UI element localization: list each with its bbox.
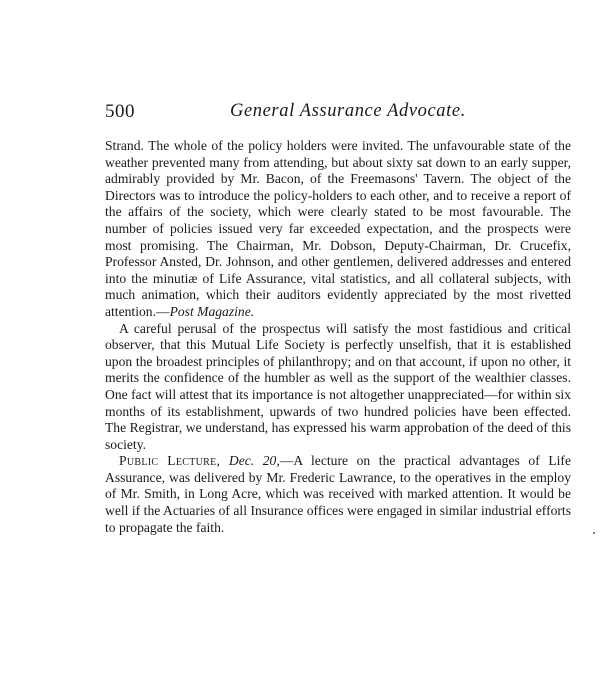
page-number: 500 [105, 101, 135, 122]
running-head [105, 101, 571, 127]
paragraph-prospectus [105, 321, 571, 454]
paragraph-text: —A lecture on the practical advantages of Life Assurance, was delivered by Mr. Frederic Lawrance, to the operatives in the employ of Mr. Smith, in Long Acre, which was received with marked attention. It would be well if the Actuaries of all Insurance offices were engaged in similar industrial efforts to propagate the faith. [105, 453, 571, 535]
lecture-date: Dec. 20, [228, 453, 280, 469]
paragraph-text: Strand. The whole of the policy holders were invited. The unfavourable state of the weather prevented many from attending, but about sixty sat down to an early supper, admirably provided by Mr. Bacon, of the Freemasons' Tavern. The object of the Directors was to introduce the policy-holders to each other, and to receive a report of the affairs of the society, which were clearly stated to be most favourable. The number of policies issued very far exceeded expectation, and the prospects were most promising. The Chairman, Mr. Dobson, Deputy-Chairman, Dr. Crucefix, Professor Ansted, Dr. Johnson, and other gentlemen, delivered addresses and entered into the minutiæ of Life Assurance, vital statistics, and all collateral subjects, with much animation, which their auditors evidently appreciated by the most rivetted attention.— [105, 138, 571, 319]
article-body [105, 138, 571, 536]
section-lead: Public Lecture, [119, 453, 221, 469]
paragraph-supper-report [105, 138, 571, 321]
paragraph-text: A careful perusal of the prospectus will satisfy the most fastidious and critical observer, that this Mutual Life Society is perfectly unselfish, that it is established upon the broadest principles of philanthropy; and on that account, if upon no other, it merits the confidence of the humbler as well as the support of the wealthier classes. One fact will attest that its importance is not altogether unappreciated—for within six months of its establishment, upwards of two hundred policies have been effected. The Registrar, we understand, has expressed his warm approbation of the deed of this society. [105, 320, 571, 452]
journal-title: General Assurance Advocate. [230, 101, 466, 121]
source-citation: Post Magazine. [169, 303, 255, 319]
ink-speck [593, 532, 595, 534]
paragraph-public-lecture [105, 453, 571, 536]
